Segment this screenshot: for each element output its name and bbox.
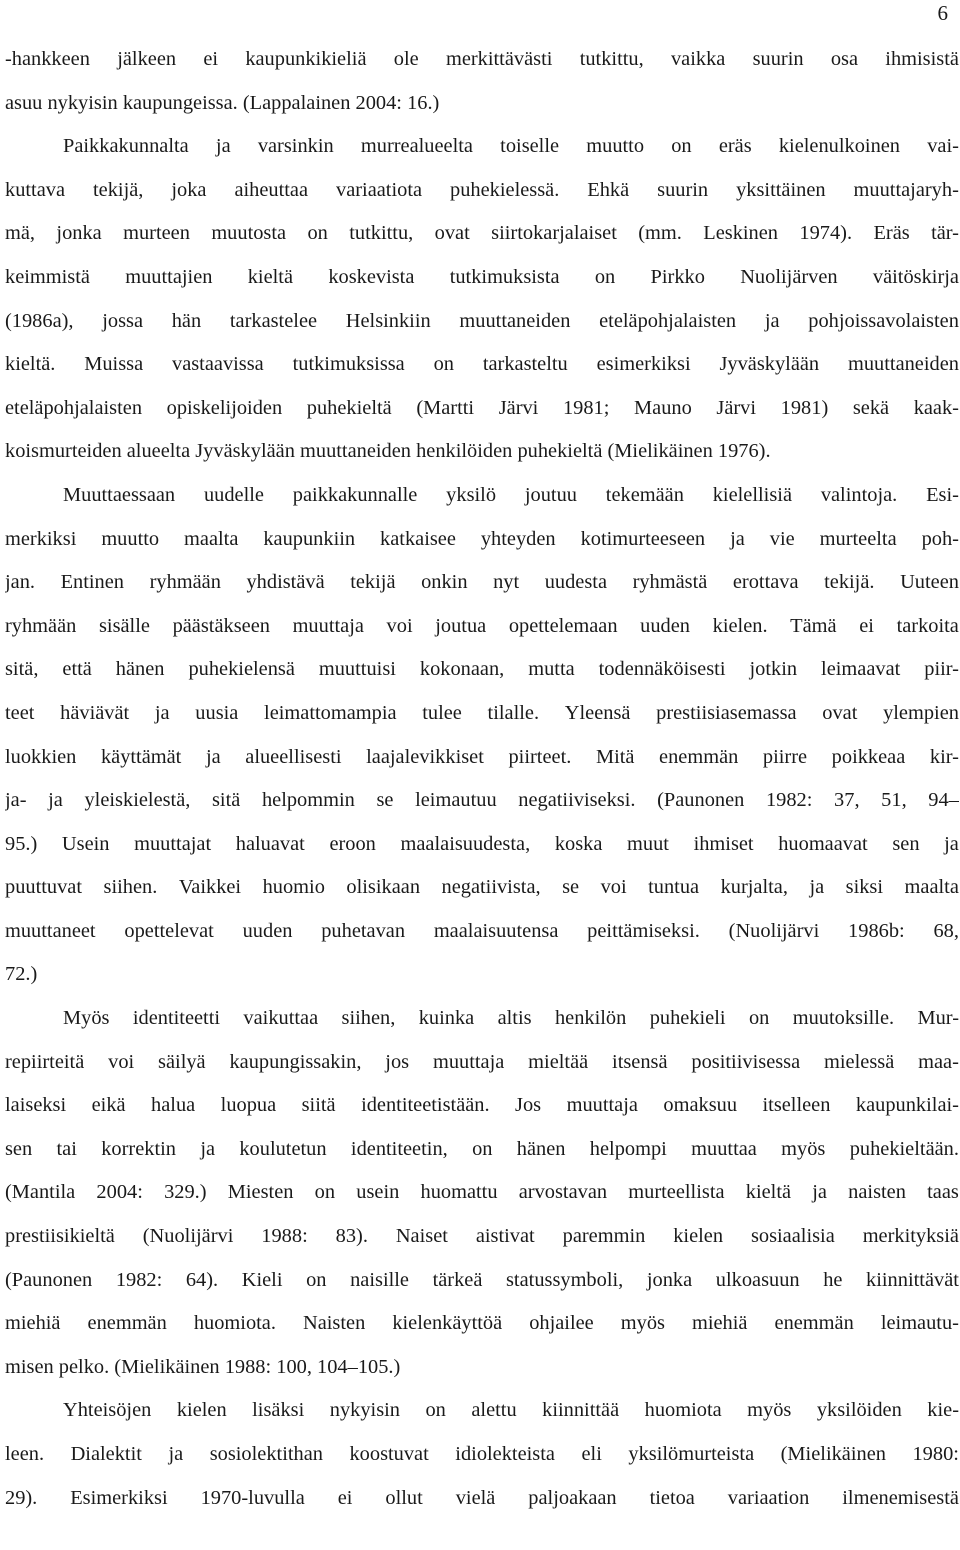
text-line: -hankkeen jälkeen ei kaupunkikieliä ole merkittävästi tutkittu, vaikka suurin osa ihmisistä (5, 48, 959, 70)
text-line: leen. Dialektit ja sosiolektithan koostuvat idiolekteista eli yksilömurteista (Mielikäinen 1980: (5, 1443, 959, 1465)
text-line: Yhteisöjen kielen lisäksi nykyisin on alettu kiinnittää huomiota myös yksilöiden kie- (63, 1399, 959, 1422)
text-line: eteläpohjalaisten opiskelijoiden puhekieltä (Martti Järvi 1981; Mauno Järvi 1981) sekä kaak- (5, 396, 959, 419)
text-line: Muuttaessaan uudelle paikkakunnalle yksilö joutuu tekemään kielellisiä valintoja. Esi- (63, 483, 959, 506)
page-number: 6 (937, 1, 948, 25)
text-line: Paikkakunnalta ja varsinkin murrealueelta toiselle muutto on eräs kielenulkoinen vai- (63, 135, 959, 158)
text-line: ryhmään sisälle päästäkseen muuttaja voi joutua opettelemaan uuden kielen. Tämä ei tarkoita (5, 614, 959, 637)
text-line: sen tai korrektin ja koulutetun identiteetin, on hänen helpompi muuttaa myös puhekieltään. (5, 1137, 959, 1160)
text-line: miehiä enemmän huomiota. Naisten kielenkäyttöä ohjailee myös miehiä enemmän leimautu- (5, 1312, 959, 1335)
text-line: 72.) (5, 963, 38, 986)
text-line: ja- ja yleiskielestä, sitä helpommin se leimautuu negatiiviseksi. (Paunonen 1982: 37, 51, 94– (5, 789, 959, 812)
text-line: koismurteiden alueelta Jyväskylään muuttaneiden henkilöiden puhekieltä (Mielikäinen 1976). (5, 440, 771, 463)
text-line: 95.) Usein muuttajat haluavat eroon maalaisuudesta, koska muut ihmiset huomaavat sen ja (5, 832, 959, 855)
text-line: sitä, että hänen puhekielensä muuttuisi kokonaan, mutta todennäköisesti jotkin leimaavat piir- (5, 658, 959, 681)
text-line: muuttaneet opettelevat uuden puhetavan maalaisuutensa peittämiseksi. (Nuolijärvi 1986b: 68, (5, 919, 959, 942)
text-line: prestiisikieltä (Nuolijärvi 1988: 83). Naiset aistivat paremmin kielen sosiaalisia merkityksiä (5, 1225, 959, 1248)
text-line: mä, jonka murteen muutosta on tutkittu, ovat siirtokarjalaiset (mm. Leskinen 1974). Eräs tär- (5, 222, 959, 245)
text-line: puuttuvat siihen. Vaikkei huomio olisikaan negatiivista, se voi tuntua kurjalta, ja siksi maalta (5, 876, 959, 899)
text-line: repiirteitä voi säilyä kaupungissakin, jos muuttaja mieltää itsensä positiivisessa mielessä maa- (5, 1050, 959, 1073)
body-text (5, 44, 959, 1526)
text-line: laiseksi eikä halua luopua siitä identiteetistään. Jos muuttaja omaksuu itselleen kaupunkilai- (5, 1094, 959, 1117)
text-line: teet häviävät ja uusia leimattomampia tulee tilalle. Yleensä prestiisiasemassa ovat ylempien (5, 701, 959, 724)
text-line: jan. Entinen ryhmään yhdistävä tekijä onkin nyt uudesta ryhmästä erottava tekijä. Uuteen (5, 571, 959, 594)
text-line: luokkien käyttämät ja alueellisesti laajalevikkiset piirteet. Mitä enemmän piirre poikkeaa kir- (5, 745, 959, 768)
text-line: misen pelko. (Mielikäinen 1988: 100, 104–105.) (5, 1355, 401, 1378)
text-line: Myös identiteetti vaikuttaa siihen, kuinka altis henkilön puhekieli on muutoksille. Mur- (63, 1007, 959, 1030)
text-line: keimmistä muuttajien kieltä koskevista tutkimuksista on Pirkko Nuolijärven väitöskirja (5, 265, 959, 288)
text-line: merkiksi muutto maalta kaupunkiin katkaisee yhteyden kotimurteeseen ja vie murteelta poh- (5, 527, 959, 550)
text-line: (Paunonen 1982: 64). Kieli on naisille tärkeä statussymboli, jonka ulkoasuun he kiinnittävät (5, 1268, 959, 1291)
text-line: 29). Esimerkiksi 1970-luvulla ei ollut vielä paljoakaan tietoa variaation ilmenemisestä (5, 1486, 959, 1509)
text-line: (Mantila 2004: 329.) Miesten on usein huomattu arvostavan murteellista kieltä ja naisten taas (5, 1181, 959, 1204)
text-line: kuttava tekijä, joka aiheuttaa variaatiota puhekielessä. Ehkä suurin yksittäinen muuttajaryh- (5, 178, 959, 201)
text-line: (1986a), jossa hän tarkastelee Helsinkiin muuttaneiden eteläpohjalaisten ja pohjoissavolaisten (5, 309, 959, 332)
text-line: asuu nykyisin kaupungeissa. (Lappalainen 2004: 16.) (5, 91, 440, 114)
text-line: kieltä. Muissa vastaavissa tutkimuksissa on tarkasteltu esimerkiksi Jyväskylään muuttaneiden (5, 353, 959, 376)
